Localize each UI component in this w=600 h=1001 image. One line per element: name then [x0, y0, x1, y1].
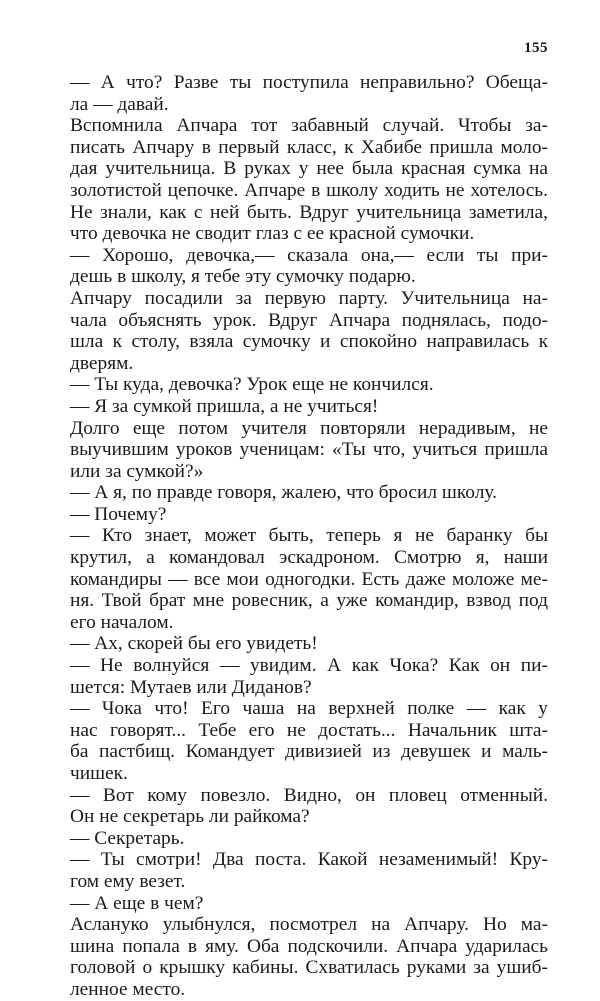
text-line: — Секретарь. — [70, 827, 185, 849]
text-line: или за сумкой?» — [70, 460, 204, 482]
text-line: ла — давай. — [70, 93, 169, 115]
text-line: Апчару посадили за первую парту. Учительница на- — [70, 287, 548, 309]
text-line: золотистой цепочке. Апчаре в школу ходить не хотелось. — [70, 179, 548, 201]
text-line: — Чока что! Его чаша на верхней полке — как у — [70, 698, 548, 720]
text-line: головой о крышку кабины. Схватилась руками за ушиб- — [70, 957, 548, 979]
text-line: — Ты смотри! Два поста. Какой незаменимый! Кру- — [70, 849, 548, 871]
text-line: ня. Твой брат мне ровесник, а уже командир, взвод под — [70, 590, 548, 612]
text-line: — Не волнуйся — увидим. А как Чока? Как он пи- — [70, 655, 548, 677]
text-line: гом ему везет. — [70, 870, 186, 892]
text-line: Аслануко улыбнулся, посмотрел на Апчару. Но ма- — [70, 914, 548, 936]
text-line: — А еще в чем? — [70, 892, 204, 914]
text-line: Вспомнила Апчара тот забавный случай. Чтобы за- — [70, 115, 548, 137]
text-line: выучившим уроков ученицам: «Ты что, учиться пришла — [70, 439, 548, 461]
text-line: шется: Мутаев или Диданов? — [70, 676, 312, 698]
text-line: Он не секретарь ли райкома? — [70, 806, 310, 828]
text-line: — Ах, скорей бы его увидеть! — [70, 633, 318, 655]
text-line: шина попала в яму. Оба подскочили. Апчара ударилась — [70, 935, 548, 957]
page-number: 155 — [524, 40, 548, 56]
text-line: писать Апчару в первый класс, к Хабибе пришла моло- — [70, 136, 548, 158]
text-line: что девочка не сводит глаз с ее красной сумочки. — [70, 223, 475, 245]
text-line: дая учительница. В руках у нее была красная сумка на — [70, 158, 548, 180]
text-line: — А что? Разве ты поступила неправильно? Обеща- — [70, 72, 548, 93]
text-line: — Я за сумкой пришла, а не учиться! — [70, 395, 379, 417]
text-line: дверям. — [70, 352, 134, 374]
text-line: ленное место. — [70, 978, 186, 1000]
text-line: дешь в школу, я тебе эту сумочку подарю. — [70, 266, 416, 288]
text-line: — Хорошо, девочка,— сказала она,— если ты при- — [70, 244, 548, 266]
text-line: Не знали, как с ней быть. Вдруг учительница заметила, — [70, 201, 548, 223]
text-line: крутил, а командовал эскадроном. Смотрю я, наши — [70, 547, 548, 569]
text-line: — Ты куда, девочка? Урок еще не кончился. — [70, 374, 434, 396]
text-line: чала объяснять урок. Вдруг Апчара поднялась, подо- — [70, 309, 548, 331]
text-line: — А я, по правде говоря, жалею, что бросил школу. — [70, 482, 497, 504]
text-line: — Вот кому повезло. Видно, он пловец отменный. — [70, 784, 548, 806]
text-line: нас говорят... Тебе его не достать... Начальник шта- — [70, 719, 548, 741]
text-line: Долго еще потом учителя повторяли нерадивым, не — [70, 417, 548, 439]
text-line: ба пастбищ. Командует дивизией из девушек и маль- — [70, 741, 548, 763]
text-line: шла к столу, взяла сумочку и спокойно направилась к — [70, 331, 548, 353]
text-line: — Почему? — [70, 503, 167, 525]
text-line: его началом. — [70, 611, 174, 633]
text-line: чишек. — [70, 763, 128, 784]
text-line: командиры — все мои одногодки. Есть даже моложе ме- — [70, 568, 548, 590]
body-text — [70, 72, 548, 1001]
text-line: — Кто знает, может быть, теперь я не баранку бы — [70, 525, 548, 547]
